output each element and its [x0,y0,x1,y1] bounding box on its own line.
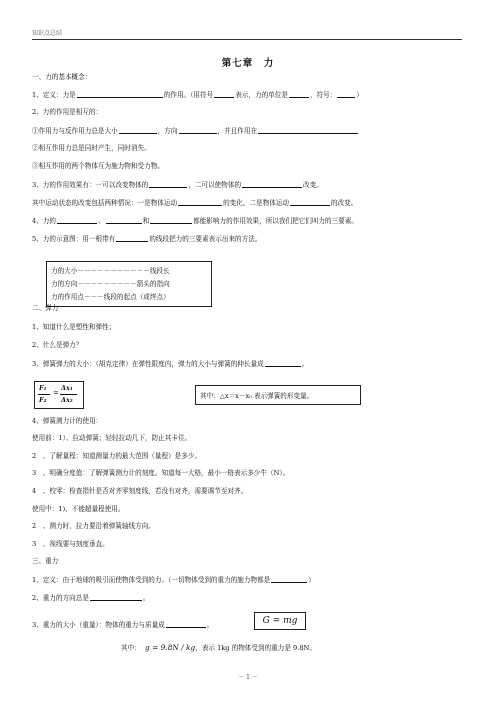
fill-blank [271,575,307,583]
section-3-heading: 三、重力 [32,557,59,565]
hooke-law-line [32,359,308,369]
definition-line [32,90,363,100]
g-constant-formula: g = 9.8N / kg [144,643,196,652]
text-segment: 的改变。 [331,199,358,207]
fill-blank [179,126,217,134]
text-segment: 1、定义：由于地球的吸引而使物体受到的力。（一切物体受到的重力的施力物都是 [32,576,271,584]
before-use-1: 使用前：1）、拉动弹簧；轻轻拉动几下，防止其卡住。 [32,434,192,442]
text-segment: 3、力的作用效果有：一可以改变物体的 [32,181,149,189]
action-reaction-line [32,126,359,136]
chapter-title: 第七章 力 [221,58,275,69]
header-rule [32,39,462,40]
fill-blank [214,90,234,98]
text-segment: ，符号： [309,91,337,99]
formula-dx1: Δx₁ [61,384,73,392]
fill-blank [77,90,163,98]
formula-equals: = [53,389,59,397]
fraction-bar [38,394,50,395]
text-segment: 表示，力的单位是 [235,91,288,99]
plasticity-line: 1、知道什么是塑性和弹性； [32,323,116,331]
formula-f1: F₁ [39,384,47,392]
during-use-1: 使用中：1)、不能超量程使用。 [32,505,125,513]
before-use-2: 2 、了解量程：知道测量力的最大范围（量程）是多少。 [32,452,202,460]
gravity-constant-line [121,643,316,653]
fraction-bar [60,394,77,395]
fill-blank [242,180,302,188]
text-segment: 3、重力的大小（重量）：物体的重力与质量成 [32,621,165,629]
box-row-direction: 力的方向－－－－－－－－－箭头的指向 [51,280,170,288]
fill-blank [290,198,330,206]
text-segment: 都能影响力的作用效果，所以我们把它们叫力的三要素。 [193,217,359,225]
formula-dx2: Δx₂ [61,396,73,404]
section-2-heading: 二、弹力 [32,304,59,312]
text-segment: 的线段把力的三要素表示出来的方法。 [149,235,262,243]
fill-blank [337,90,355,98]
gravity-definition [32,575,315,585]
text-segment: 2、重力的方向总是 [32,594,89,602]
text-segment: 、 [97,217,105,225]
force-effect-line [32,180,323,190]
during-use-3: 3 、视线要与刻度垂直。 [32,540,109,548]
text-segment: 1、定义：力是 [32,91,76,99]
text-segment: 和 [142,217,150,225]
fill-blank [116,234,148,242]
force-elements-box [46,261,212,307]
fill-blank [90,593,142,601]
interaction-line: ③相互作用的两个物体互为施力物和受力物。 [32,162,164,170]
text-segment: 4、力的 [32,217,56,225]
box-row-magnitude: 力的大小－－－－－－－－－－－线段长 [51,267,170,275]
gravity-direction [32,593,150,603]
text-segment: 5、力的示意图：用一根带有 [32,235,116,243]
text-segment: ，并且作用在 [217,127,258,135]
text-segment: ） [356,91,363,99]
text-segment: 其中运动状态的改变包括两种情况：一是物体运动 [32,199,178,207]
three-elements-line [32,216,358,226]
spring-scale-usage: 4、弹簧测力计的使用： [32,417,103,425]
text-segment: 。 [206,621,214,629]
text-segment: 3、弹簧弹力的大小：（胡克定律）在弹性限度内，弹力的大小与弹簧的伸长量成 [32,360,264,368]
gravity-magnitude [32,620,213,630]
fill-blank [289,90,309,98]
fill-blank [166,620,206,628]
motion-state-line [32,198,357,208]
text-segment: ） [308,576,315,584]
box-row-point: 力的作用点－－－线段的起点（或终点） [51,293,170,301]
force-diagram-line [32,234,261,244]
simultaneous-line: ②相互作用力总是同时产生，同时消失。 [32,144,151,152]
gravity-formula-box: G = mg [254,612,306,630]
deformation-note-box [195,385,361,405]
text-segment: ①作用力与反作用力总是大小 [32,127,118,135]
text-segment: 的作用。（用符号 [163,91,214,99]
formula-f2: F₂ [39,396,47,404]
fill-blank [106,216,142,224]
text-segment: 的变化，二是物体运动 [223,199,289,207]
fill-blank [150,216,192,224]
fill-blank [149,180,187,188]
elastic-force-question: 2、什么是弹力？ [32,341,83,349]
during-use-2: 2 、测力时，拉力要沿着弹簧轴线方向。 [32,522,155,530]
mutual-force-line: 2、力的作用是相互的： [32,108,103,116]
fill-blank [57,216,97,224]
deformation-note: 其中：△x＝x－x₀ 表示弹簧的形变量。 [200,392,314,400]
text-segment: ，表示 1kg 的物体受到的重力是 9.8N。 [195,644,316,652]
fill-blank [258,126,358,134]
text-segment: 。 [301,360,309,368]
fill-blank [265,359,301,367]
before-use-4: 4 、校零：检查指针是否对齐零刻度线，若没有对齐，需要调节至对齐。 [32,487,248,495]
text-segment: 改变。 [303,181,323,189]
fill-blank [178,198,222,206]
header-label: 知识点总结 [32,30,63,37]
page-number: － 1 － [238,674,258,681]
fill-blank [119,126,157,134]
text-segment: 其中： [121,644,141,652]
text-segment: 。 [142,594,150,602]
hooke-formula-box [34,381,84,409]
before-use-3: 3 、明确分度值：了解弹簧测力计的刻度。知道每一大格，最小一格表示多少牛（N）。 [32,469,290,477]
section-1-heading: 一、力的基本概念： [32,73,92,81]
text-segment: ，方向 [157,127,178,135]
text-segment: ，二可以使物体的 [188,181,242,189]
